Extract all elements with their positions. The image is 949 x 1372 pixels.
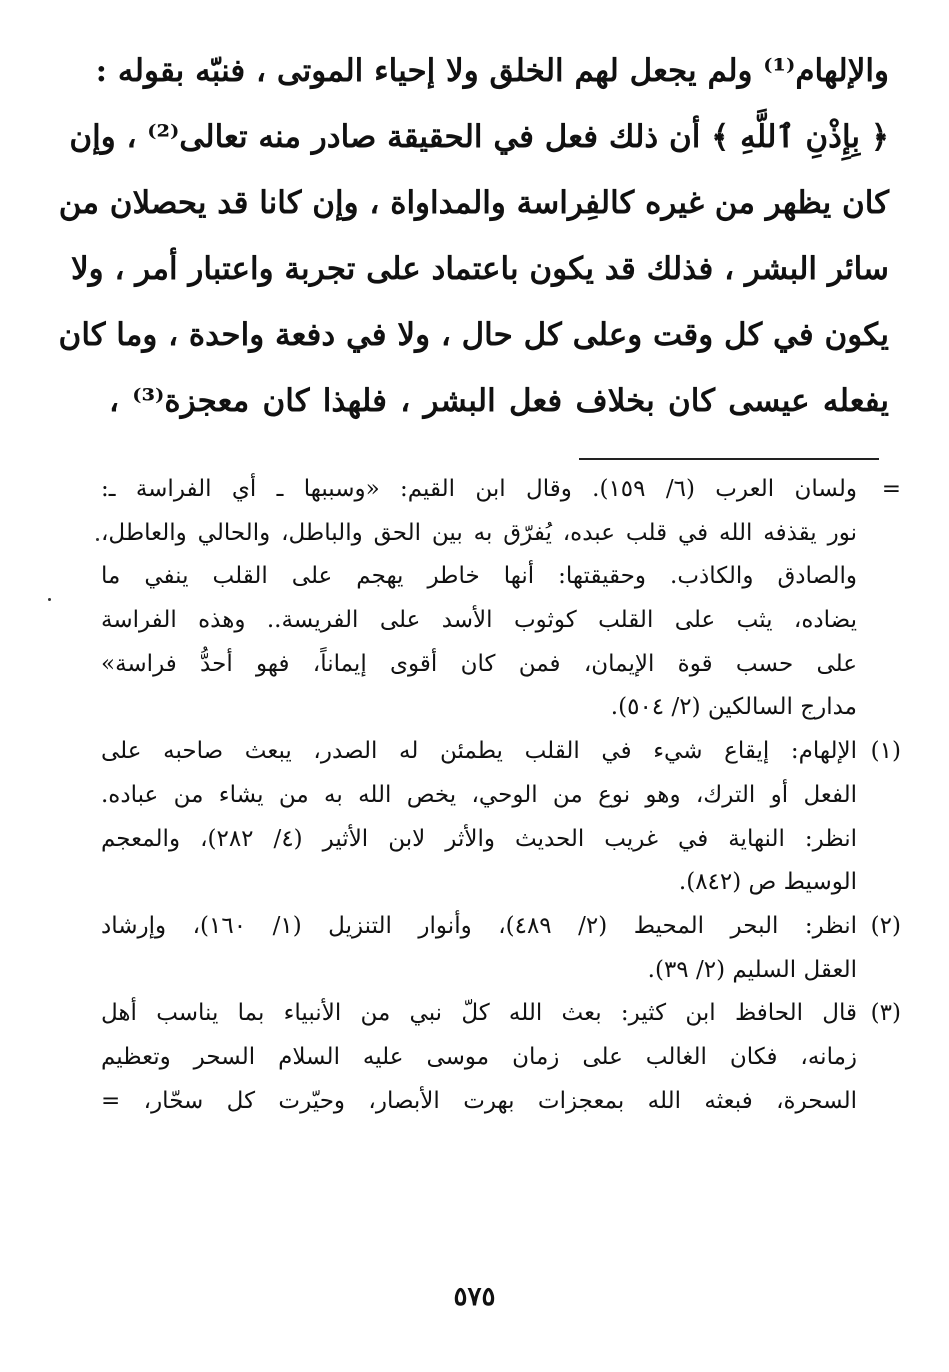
footnote-line: والصادق والكاذب. وحقيقتها: أنها خاطر يهجم على القلب ينفي ما	[101, 563, 857, 590]
main-line: يفعله عيسى كان بخلاف فعل البشر ، فلهذا كان معجزة⁽³⁾ ،	[109, 383, 890, 419]
footnote-3	[101, 992, 901, 1123]
footnote-number: (٢)	[870, 912, 901, 939]
footnote-line: السحرة، فبعثه الله بمعجزات بهرت الأبصار، وحيّرت كل سحّار، =	[101, 1087, 857, 1114]
page-number: ٥٧٥	[453, 1282, 496, 1312]
footnote-line: الوسيط ص (٨٤٢).	[678, 869, 857, 896]
footnote-line: العقل السليم (٢/ ٣٩).	[647, 956, 857, 983]
main-line: سائر البشر ، فذلك قد يكون باعتماد على تجربة واعتبار أمر ، ولا	[71, 251, 889, 287]
footnote-line: يضاده، يثب على القلب كوثوب الأسد على الفريسة.. وهذه الفراسة	[101, 607, 857, 634]
scan-speck	[96, 538, 99, 541]
main-line: والإلهام⁽¹⁾ ولم يجعل لهم الخلق ولا إحياء الموتى ، فنبّه بقوله :	[95, 53, 889, 89]
footnote-1	[101, 730, 901, 905]
footnote-line: على حسب قوة الإيمان، فمن كان أقوى إيماناً، فهو أحدُّ فراسة»	[101, 650, 857, 677]
footnote-line: زمانه، فكان الغالب على زمان موسى عليه السلام السحر وتعظيم	[101, 1043, 857, 1070]
footnote-line: انظر: البحر المحيط (٢/ ٤٨٩)، وأنوار التنزيل (١/ ١٦٠)، وإرشاد	[101, 912, 857, 939]
main-line: كان يظهر من غيره كالفِراسة والمداواة ، وإن كانا قد يحصلان من	[58, 185, 889, 221]
footnote-line: الفعل أو الترك، وهو نوع من الوحي، يخص الله به من يشاء من عباده.	[101, 781, 857, 808]
footnote-number: (٣)	[870, 1000, 901, 1027]
main-line: يكون في كل وقت وعلى كل حال ، ولا في دفعة واحدة ، وما كان	[58, 317, 889, 353]
footnote-line: انظر: النهاية في غريب الحديث والأثر لابن الأثير (٤/ ٢٨٢)، والمعجم	[101, 825, 858, 852]
footnote-number: (١)	[870, 738, 901, 765]
main-line: ﴿ بِإِذْنِ ٱللَّهِ ﴾ أن ذلك فعل في الحقيقة صادر منه تعالى⁽²⁾ ، وإن	[69, 119, 889, 155]
scan-speck	[48, 598, 51, 601]
footnote-line: مدارج السالكين (٢/ ٥٠٤).	[610, 694, 857, 721]
footnote-line: ولسان العرب (٦/ ١٥٩). وقال ابن القيم: «وسببها ـ أي الفراسة ـ:	[101, 476, 857, 502]
footnote-separator	[579, 458, 879, 460]
footnotes	[101, 468, 901, 1123]
footnote-line: نور يقذفه الله في قلب عبده، يُفرّق به بين الحق والباطل، والحالي والعاطل،	[101, 519, 857, 546]
continued-footnote	[101, 468, 901, 730]
footnote-2	[101, 905, 901, 992]
footnote-line: قال الحافظ ابن كثير: بعث الله كلّ نبي من الأنبياء بما يناسب أهل	[101, 1000, 857, 1027]
continuation-marker: =	[881, 476, 901, 502]
main-text	[58, 38, 890, 434]
footnote-line: الإلهام: إيقاع شيء في القلب يطمئن له الصدر، يبعث صاحبه على	[101, 738, 857, 765]
